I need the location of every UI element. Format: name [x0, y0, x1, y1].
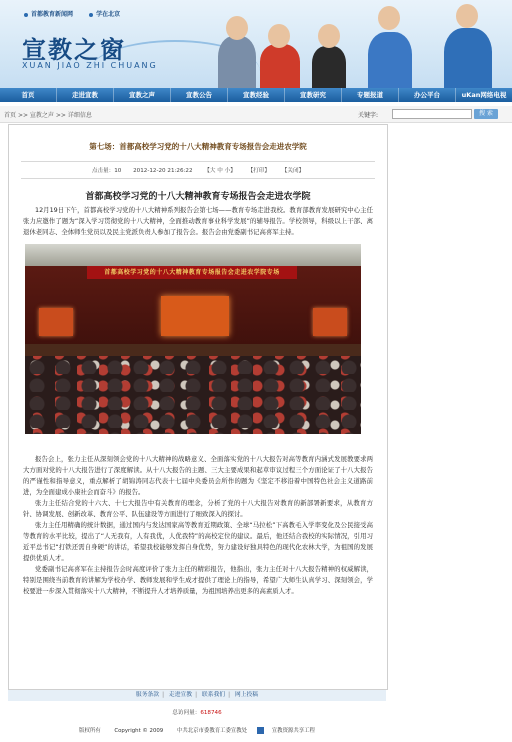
top-links — [24, 9, 134, 18]
footer-link-submit[interactable]: 网上投稿 — [234, 692, 259, 698]
footer-link-about[interactable]: 走进宣教 — [168, 692, 193, 698]
counter-value: 618746 — [200, 710, 222, 716]
photo-side-screen-left — [39, 308, 73, 336]
breadcrumb-home[interactable]: 首页 — [4, 112, 17, 119]
article-paragraph-4: 张力主任用精确的统计数据，通过国内与发达国家高等教育近期政策、全球“马拉松”下高教毛入学率变化及公民接受高等教育的水平比较，提出了“人无我有，人有我优，人优我特”的高校定位的建议。最后，他还结合我校的实际情况，引用习近平总书记“打铁还需自身硬”的讲话，希望我校能够发挥自身优势，努力建设好独具特色的现代化农林大学，为祖国的发展提供优质人才。 — [23, 521, 373, 562]
nav-special-report[interactable]: 专题报道 — [342, 88, 399, 102]
top-link-news[interactable]: 首都教育新闻网 — [24, 11, 73, 18]
nav-about[interactable]: 走进宣教 — [57, 88, 114, 102]
article-meta — [9, 166, 387, 174]
close-link[interactable]: 【关闭】 — [281, 168, 305, 174]
font-size-switch[interactable]: 【大 中 小】 — [204, 168, 236, 174]
nav-research[interactable]: 宣教研究 — [285, 88, 342, 102]
photo-ceiling — [25, 244, 361, 266]
article-paragraph-3: 张力主任结合党的十六大、十七大报告中有关教育的理念，分析了党的十八大报告对教育的新部署新要求，从教育方针、协调发展、创新改革、教育公平、队伍建设等方面进行了细致深入的探讨。 — [23, 499, 373, 518]
photo-banner-text: 首都高校学习党的十八大精神教育专场报告会走进农学院专场 — [87, 266, 297, 279]
article-paragraph-2: 报告会上，张力主任从深刻领会党的十八大精神的战略意义、全面落实党的十八大报告对高等教育内涵式发展教要求两大方面对党的十八大报告进行了深度解读。从十八大报告的主题、三大主要成果和起草审议过程三个方面论证了十八大报告的严谨性和指导意义，重点解析了胡锦涛同志代表十七届中央委员会所作的题为《坚定不移沿着中国特色社会主义道路前进，为全面建成小康社会而奋斗》的报告。 — [23, 455, 373, 496]
divider — [21, 178, 375, 179]
breadcrumb-section[interactable]: 宣教之声 — [29, 112, 54, 119]
partner-logo-icon — [257, 727, 264, 734]
main-nav — [0, 88, 512, 102]
partner-link[interactable]: 宣教资源共享工程 — [271, 728, 315, 734]
nav-experience[interactable]: 宣教经验 — [228, 88, 285, 102]
counter-label: 总访问量： — [172, 710, 201, 716]
search-label: 关键字: — [358, 112, 379, 119]
photo-audience — [25, 356, 361, 434]
search-input[interactable] — [392, 109, 472, 119]
event-photo — [25, 244, 361, 434]
article-paragraph-1: 12月19日下午，首都高校学习党的十八大精神系列报告会第七场——教育专场走进我校。教育部教育发展研究中心主任张力应邀作了题为“深入学习贯彻党的十八大精神，全面推动教育事业科学发展”的辅导报告。学校领导，科级以上干部、离退休老同志、全体师生党员以及民主党派负责人参加了报告会。报告会由党委副书记高喜军主持。 — [23, 206, 373, 236]
photo-main-screen — [161, 296, 229, 336]
copyright-org: 中共北京市委教育工委宣教处 — [176, 728, 248, 734]
visit-counter — [8, 708, 386, 716]
site-banner — [0, 0, 512, 88]
article-headline: 第七场：首都高校学习党的十八大精神教育专场报告会走进农学院 — [89, 142, 307, 151]
divider — [21, 161, 375, 162]
click-count: 点击量：10 — [91, 168, 122, 174]
site-logo-subtitle: XUAN JIAO ZHI CHUANG — [22, 61, 158, 70]
publish-date: 2012-12-20 21:26:22 — [133, 168, 193, 174]
copyright-line — [8, 726, 386, 734]
article-container — [8, 124, 388, 690]
breadcrumb-current: 详细信息 — [67, 112, 92, 119]
breadcrumb-bar — [0, 106, 512, 123]
nav-notice[interactable]: 宣教公告 — [171, 88, 228, 102]
nav-voice[interactable]: 宣教之声 — [114, 88, 171, 102]
print-link[interactable]: 【打印】 — [247, 168, 270, 174]
nav-ukan-tv[interactable]: uKan网络电视 — [461, 91, 507, 99]
photo-side-screen-right — [313, 308, 347, 336]
breadcrumb-separator: >> — [17, 112, 28, 119]
copyright-label: 版权所有 — [79, 728, 101, 734]
breadcrumb — [4, 110, 92, 119]
article-title: 首都高校学习党的十八大精神教育专场报告会走进农学院 — [85, 192, 311, 202]
site-logo-title: 宣教之窗 — [22, 35, 126, 64]
footer-link-contact[interactable]: 联系我们 — [201, 692, 226, 698]
nav-office[interactable]: 办公平台 — [399, 88, 456, 102]
article-paragraph-5: 党委副书记高喜军在主持报告会时高度评价了张力主任的精彩报告，他指出，张力主任对十八大报告精神的权威解读，特别是围绕当前教育的讲解为学校办学、教师发展和学生成才提供了理论上的指导，希望广大师生认真学习、深刻领会，学校要进一步深入贯彻落实十八大精神，不断提升人才培养质量，为祖国培养出更多的高素质人才。 — [23, 565, 373, 595]
breadcrumb-separator: >> — [55, 112, 66, 119]
footer-links: 服务条款 | 走进宣教 | 联系我们 | 网上投稿 — [8, 690, 386, 701]
search-button[interactable]: 搜 索 — [474, 109, 498, 119]
nav-home[interactable]: 首页 — [0, 88, 57, 102]
top-link-study[interactable]: 学在北京 — [89, 11, 120, 18]
banner-photo-people — [200, 0, 512, 88]
copyright-year: Copyright © 2009 — [114, 728, 164, 734]
footer-link-terms[interactable]: 服务条款 — [135, 692, 160, 698]
